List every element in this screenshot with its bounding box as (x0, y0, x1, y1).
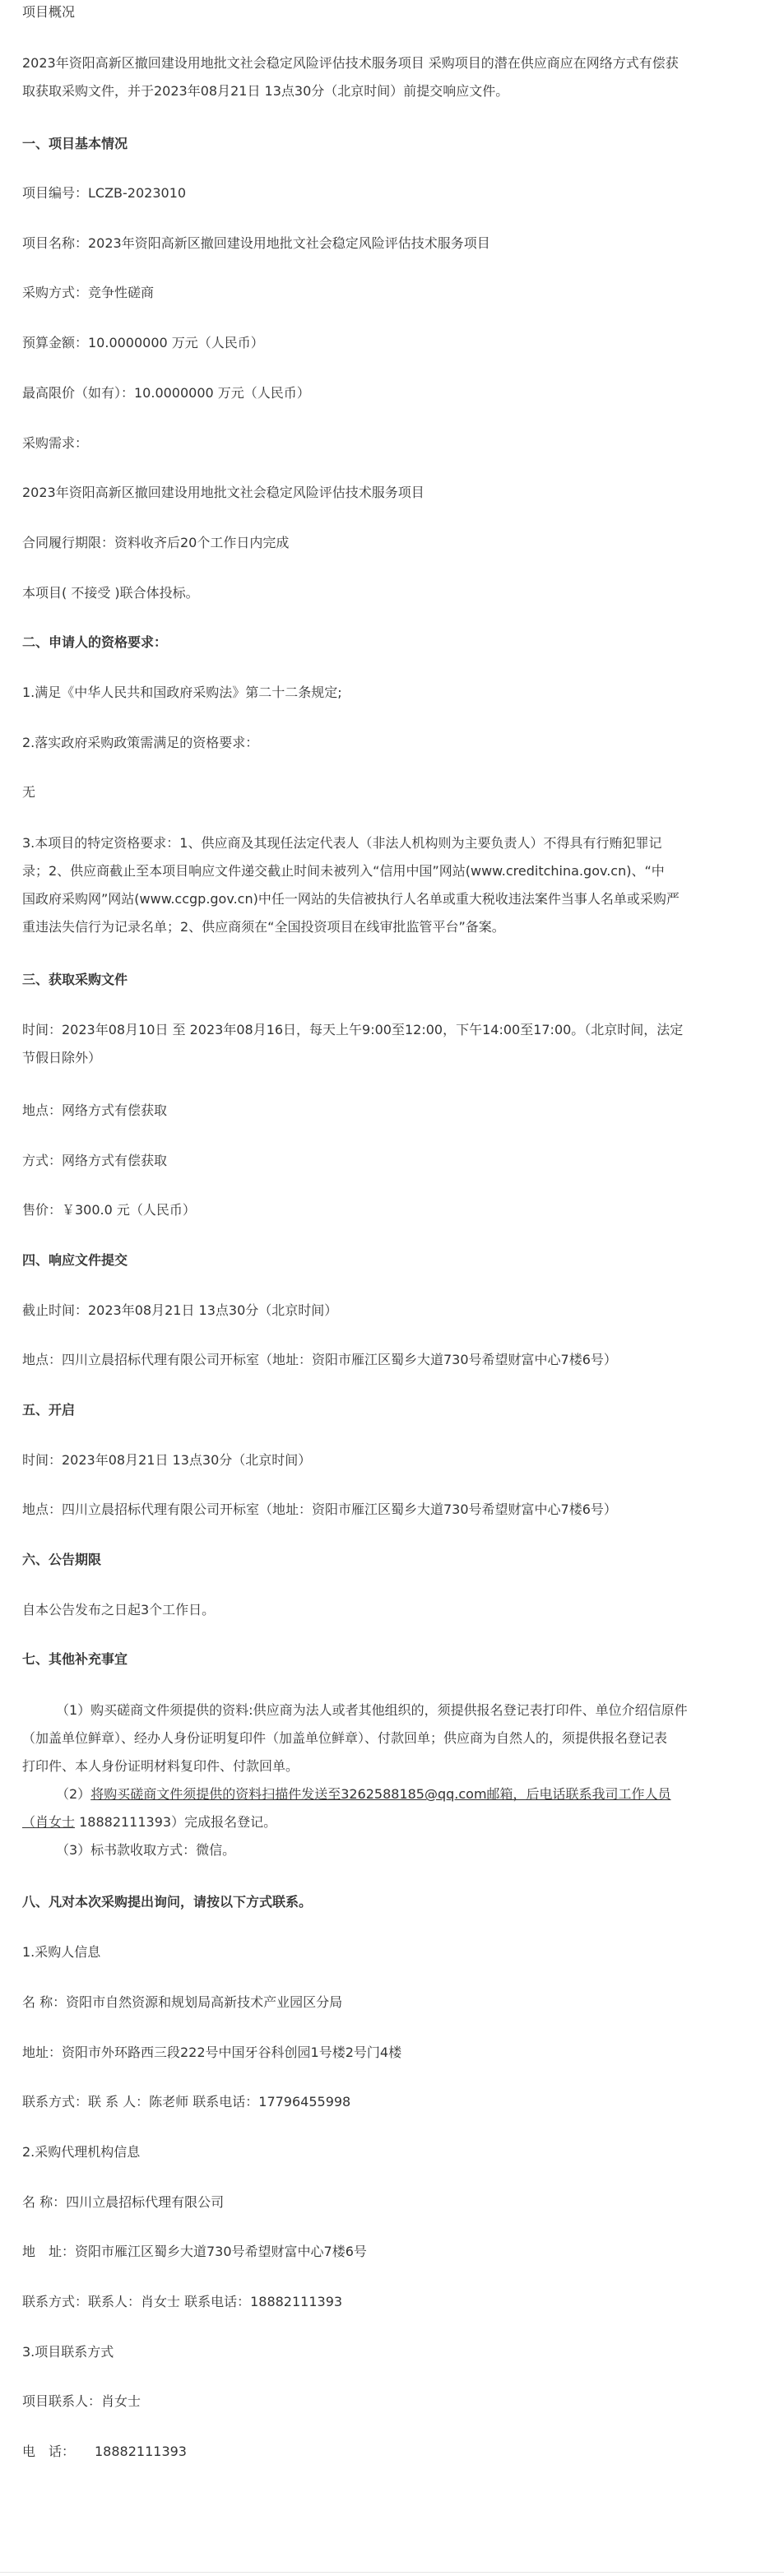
supplement-2-email-link[interactable]: 将购买磋商文件须提供的资料扫描件发送至3262588185@qq.com邮箱，后电话联系我司工作人员 (90, 1786, 671, 1802)
supplement-2-contact-link[interactable]: （肖女士 (22, 1814, 76, 1830)
agency-name: 名 称：四川立晨招标代理有限公司 (22, 2194, 225, 2210)
max-price: 最高限价（如有）：10.0000000 万元（人民币） (22, 385, 310, 401)
section2-title: 二、申请人的资格要求： (22, 634, 168, 650)
project-number: 项目编号：LCZB-2023010 (22, 185, 187, 201)
bottom-divider (0, 2572, 784, 2573)
overview-title: 项目概况 (22, 4, 76, 20)
opening-place: 地点：四川立晨招标代理有限公司开标室（地址：资阳市雁江区蜀乡大道730号希望财富中心7楼6号） (22, 1502, 617, 1517)
intro-line-1: 2023年资阳高新区撤回建设用地批文社会稳定风险评估技术服务项目 采购项目的潜在供应商应在网络方式有偿获 (22, 55, 679, 71)
section8-title: 八、凡对本次采购提出询问，请按以下方式联系。 (22, 1894, 313, 1910)
buyer-address: 地址：资阳市外环路西三段222号中国牙谷科创园1号楼2号门4楼 (22, 2045, 402, 2060)
requirement-2-value: 无 (22, 784, 36, 800)
requirement-2: 2.落实政府采购政策需满足的资格要求： (22, 735, 259, 750)
section3-title: 三、获取采购文件 (22, 972, 128, 987)
purchase-method: 采购方式：竞争性磋商 (22, 285, 155, 300)
section6-title: 六、公告期限 (22, 1552, 102, 1567)
agency-info-title: 2.采购代理机构信息 (22, 2144, 141, 2160)
submit-place: 地点：四川立晨招标代理有限公司开标室（地址：资阳市雁江区蜀乡大道730号希望财富中心7楼6号） (22, 1352, 617, 1367)
project-contact-phone: 电 话： 18882111393 (22, 2444, 187, 2459)
obtain-time-line-2: 节假日除外） (22, 1050, 102, 1065)
document-price: 售价：￥300.0 元（人民币） (22, 1202, 196, 1218)
opening-time: 时间：2023年08月21日 13点30分（北京时间） (22, 1452, 312, 1468)
project-name: 项目名称：2023年资阳高新区撤回建设用地批文社会稳定风险评估技术服务项目 (22, 235, 490, 251)
supplement-2-line-1 (56, 1782, 671, 1807)
section1-title: 一、项目基本情况 (22, 136, 128, 151)
requirement-3-line-2: 录；2、供应商截止至本项目响应文件递交截止时间未被列入“信用中国”网站(www.creditchina.gov.cn)、“中 (22, 863, 665, 879)
section7-title: 七、其他补充事宜 (22, 1651, 128, 1667)
supplement-1-line-3: 打印件、本人身份证明材料复印件、付款回单。 (22, 1758, 299, 1774)
supplement-2-line-2 (22, 1810, 276, 1835)
submit-deadline: 截止时间：2023年08月21日 13点30分（北京时间） (22, 1302, 338, 1318)
supplement-1-line-2: （加盖单位鲜章）、经办人身份证明复印件（加盖单位鲜章）、付款回单；供应商为自然人的，须提供报名登记表 (22, 1730, 668, 1746)
section4-title: 四、响应文件提交 (22, 1252, 128, 1268)
requirement-3-line-3: 国政府采购网”网站(www.ccgp.gov.cn)中任一网站的失信被执行人名单或重大税收违法案件当事人名单或采购严 (22, 891, 680, 907)
supplement-2-prefix: （2） (56, 1786, 91, 1802)
supplement-3: （3）标书款收取方式：微信。 (56, 1842, 236, 1858)
requirement-3-line-1: 3.本项目的特定资格要求：1、供应商及其现任法定代表人（非法人机构则为主要负责人）不得具有行贿犯罪记 (22, 835, 662, 851)
notice-period: 自本公告发布之日起3个工作日。 (22, 1602, 216, 1618)
requirement-1: 1.满足《中华人民共和国政府采购法》第二十二条规定; (22, 685, 342, 700)
consortium-note: 本项目( 不接受 )联合体投标。 (22, 585, 199, 601)
demand-label: 采购需求： (22, 435, 89, 451)
demand-text: 2023年资阳高新区撤回建设用地批文社会稳定风险评估技术服务项目 (22, 485, 424, 500)
buyer-name: 名 称：资阳市自然资源和规划局高新技术产业园区分局 (22, 1994, 343, 2010)
obtain-way: 方式：网络方式有偿获取 (22, 1153, 168, 1168)
project-contact-title: 3.项目联系方式 (22, 2344, 114, 2360)
supplement-2-rest: 18882111393）完成报名登记。 (75, 1814, 277, 1830)
requirement-3-line-4: 重违法失信行为记录名单；2、供应商须在“全国投资项目在线审批监管平台”备案。 (22, 919, 505, 935)
obtain-time-line-1: 时间：2023年08月10日 至 2023年08月16日，每天上午9:00至12:00，下午14:00至17:00。（北京时间，法定 (22, 1022, 684, 1037)
agency-address: 地 址：资阳市雁江区蜀乡大道730号希望财富中心7楼6号 (22, 2244, 367, 2259)
buyer-contact: 联系方式：联 系 人：陈老师 联系电话：17796455998 (22, 2094, 351, 2110)
budget-amount: 预算金额：10.0000000 万元（人民币） (22, 335, 264, 350)
obtain-place: 地点：网络方式有偿获取 (22, 1102, 168, 1118)
project-contact-person: 项目联系人：肖女士 (22, 2393, 141, 2409)
intro-line-2: 取获取采购文件，并于2023年08月21日 13点30分（北京时间）前提交响应文件。 (22, 83, 509, 99)
supplement-1-line-1: （1）购买磋商文件须提供的资料:供应商为法人或者其他组织的，须提供报名登记表打印件、单位介绍信原件 (56, 1702, 688, 1718)
agency-contact: 联系方式：联系人：肖女士 联系电话：18882111393 (22, 2294, 343, 2309)
section5-title: 五、开启 (22, 1402, 76, 1418)
buyer-info-title: 1.采购人信息 (22, 1944, 101, 1960)
contract-period: 合同履行期限：资料收齐后20个工作日内完成 (22, 535, 290, 550)
